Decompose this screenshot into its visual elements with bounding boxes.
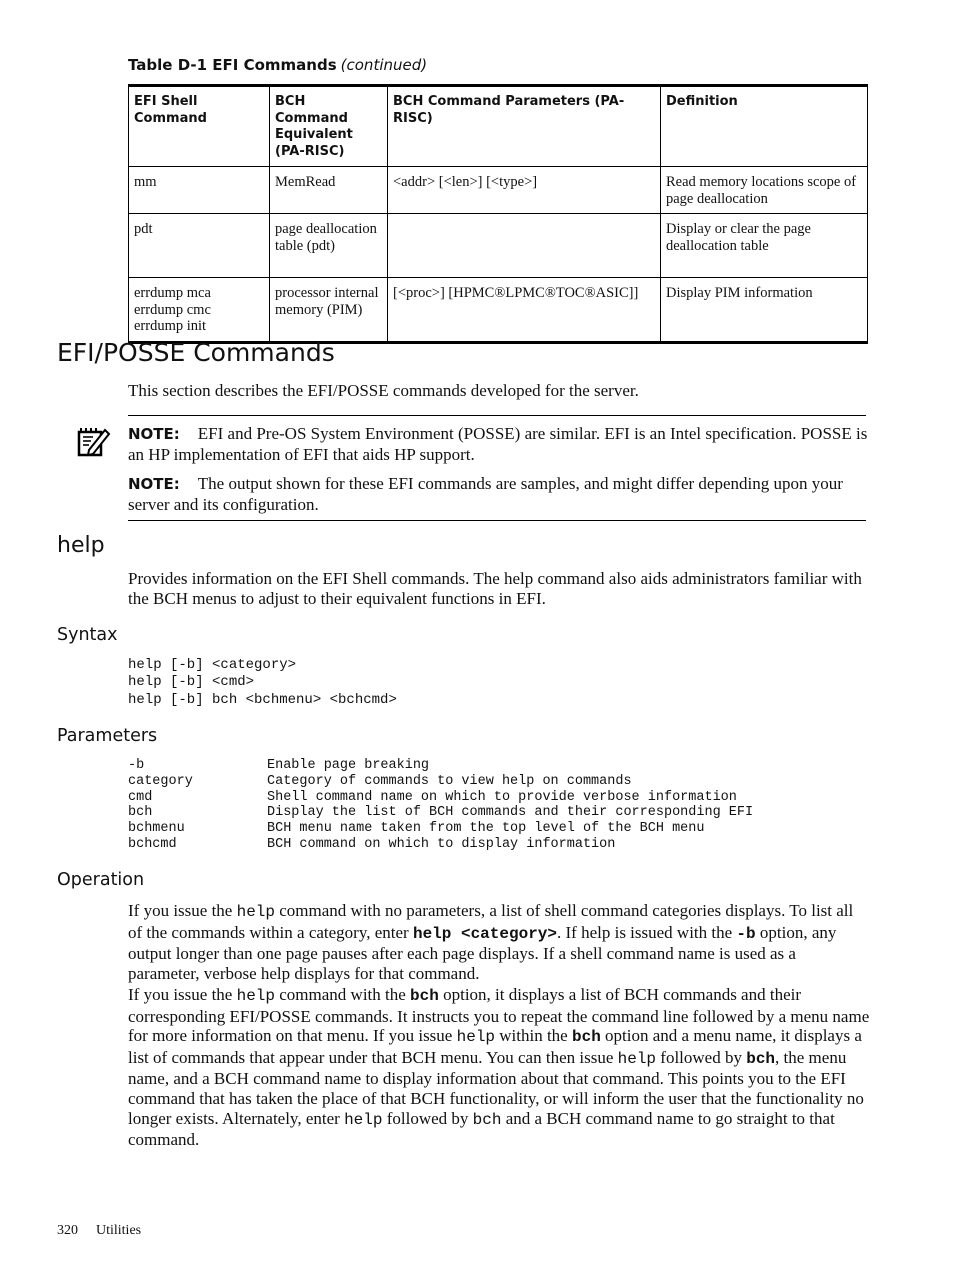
syntax-heading: Syntax (57, 625, 118, 645)
inline-code: help (344, 1110, 383, 1129)
parameter-name: bchcmd (128, 836, 177, 852)
table-caption-label: Table D-1 EFI Commands (128, 56, 337, 74)
operation-heading: Operation (57, 870, 145, 890)
table-cell: Display PIM information (661, 278, 868, 343)
text-run: and a BCH command name to go straight to that command. (128, 1108, 835, 1150)
parameters-heading: Parameters (57, 726, 158, 746)
inline-code-bold: bch (410, 987, 439, 1005)
table-cell: pdt (129, 214, 270, 278)
text-run: If you issue the (128, 901, 237, 920)
text-run: option and a menu name, it displays a list of commands that appear under that BCH menu. You can then issue (128, 1026, 862, 1067)
text-run: . If help is issued with the (557, 922, 737, 942)
inline-code: help (236, 903, 275, 921)
syntax-line: help [-b] <cmd> (128, 674, 255, 691)
table-caption (128, 56, 427, 75)
inline-code-bold: -b (736, 924, 756, 943)
parameter-name: bchmenu (128, 821, 185, 837)
parameter-row (128, 774, 753, 790)
table-cell: processor internal memory (PIM) (270, 278, 388, 343)
help-description: Provides information on the EFI Shell commands. The help command also aids administrators familiar with the BCH menus to adjust to their equivalent functions in EFI. (128, 569, 862, 608)
table-row (129, 278, 868, 343)
table-row (129, 167, 868, 214)
section-intro: This section describes the EFI/POSSE commands developed for the server. (128, 381, 639, 400)
page-footer (57, 1223, 141, 1239)
note-text: The output shown for these EFI commands are samples, and might differ depending upon your server and its configuration. (128, 474, 843, 514)
inline-code-bold: bch (571, 1028, 601, 1047)
parameter-row (128, 758, 753, 774)
parameter-desc: Category of commands to view help on commands (267, 773, 632, 789)
inline-code: help (236, 987, 275, 1005)
note-label: NOTE: (128, 475, 180, 493)
text-run: command with no parameters, a list of shell command categories displays. To list all of the commands within a category, enter (128, 901, 854, 942)
parameter-row (128, 821, 753, 837)
text-run: option, it displays a list of BCH commands and their corresponding EFI/POSSE commands. It instructs you to repeat the command line followed by a menu name for more information on that menu. If you issue (128, 985, 870, 1046)
table-cell (388, 214, 661, 278)
parameter-desc: BCH command on which to display information (267, 836, 616, 852)
table-caption-continued: (continued) (340, 56, 428, 74)
note-label: NOTE: (128, 425, 180, 443)
text-run: followed by (382, 1108, 473, 1128)
help-heading: help (57, 533, 105, 558)
syntax-line: help [-b] <category> (128, 657, 297, 673)
text-run: , the menu name, and a BCH command name to display information about that command. This points you to the EFI command that has taken the place of that BCH functionality, or will inform the user that the functionality no longer exists. Alternately, enter (128, 1047, 864, 1128)
efi-commands-table (128, 84, 868, 344)
parameter-name: bch (128, 805, 153, 821)
table-cell: [<proc>] [HPMC®LPMC®TOC®ASIC]] (388, 278, 661, 343)
parameter-desc: Enable page breaking (267, 758, 430, 773)
inline-code: help (617, 1049, 657, 1068)
note-1 (128, 424, 870, 464)
note-pencil-icon (77, 426, 111, 458)
table-row (129, 214, 868, 278)
column-header: Definition (661, 86, 868, 167)
table-cell: Display or clear the page deallocation table (661, 214, 868, 278)
table-header-row (129, 86, 868, 167)
inline-code-bold: help <category> (412, 924, 557, 943)
parameter-name: cmd (128, 789, 153, 805)
column-header: BCH Command Parameters (PA-RISC) (388, 86, 661, 167)
column-header: EFI Shell Command (129, 86, 270, 167)
note-2 (128, 474, 870, 514)
text-run: If you issue the (128, 985, 237, 1004)
operation-paragraph-2 (128, 985, 870, 1150)
text-run: within the (495, 1026, 572, 1046)
table-cell: <addr> [<len>] [<type>] (388, 167, 661, 214)
syntax-line: help [-b] bch <bchmenu> <bchcmd> (128, 691, 397, 708)
inline-code: bch (472, 1110, 502, 1129)
parameter-desc: Display the list of BCH commands and their corresponding EFI (267, 805, 754, 821)
table-cell: mm (129, 167, 270, 214)
inline-code: help (456, 1028, 496, 1047)
parameter-name: -b (128, 758, 145, 773)
parameter-row (128, 790, 753, 806)
operation-paragraph-1 (128, 901, 870, 983)
table-cell: page deallocation table (pdt) (270, 214, 388, 278)
page-number: 320 (57, 1223, 78, 1238)
text-run: command with the (275, 985, 411, 1004)
parameter-name: category (128, 773, 193, 789)
table-cell: MemRead (270, 167, 388, 214)
note-text: EFI and Pre-OS System Environment (POSSE) are similar. EFI is an Intel specification. POSSE is an HP implementation of EFI that aids HP support. (128, 424, 868, 464)
parameter-desc: Shell command name on which to provide verbose information (267, 789, 737, 805)
column-header: BCH Command Equivalent (PA-RISC) (270, 86, 388, 167)
parameter-row (128, 805, 753, 821)
syntax-block (128, 657, 397, 709)
table-cell: errdump mca errdump cmc errdump init (129, 278, 270, 343)
inline-code-bold: bch (746, 1049, 776, 1068)
table-cell: Read memory locations scope of page deallocation (661, 167, 868, 214)
text-run: option, any output longer than one page pauses after each page displays. If a shell command name is used as a parameter, verbose help displays for that command. (128, 922, 837, 983)
parameters-list (128, 758, 753, 853)
text-run: followed by (656, 1047, 747, 1067)
parameter-desc: BCH menu name taken from the top level of the BCH menu (267, 821, 705, 837)
parameter-row (128, 837, 753, 853)
footer-section: Utilities (96, 1223, 142, 1238)
section-title: EFI/POSSE Commands (57, 338, 335, 367)
